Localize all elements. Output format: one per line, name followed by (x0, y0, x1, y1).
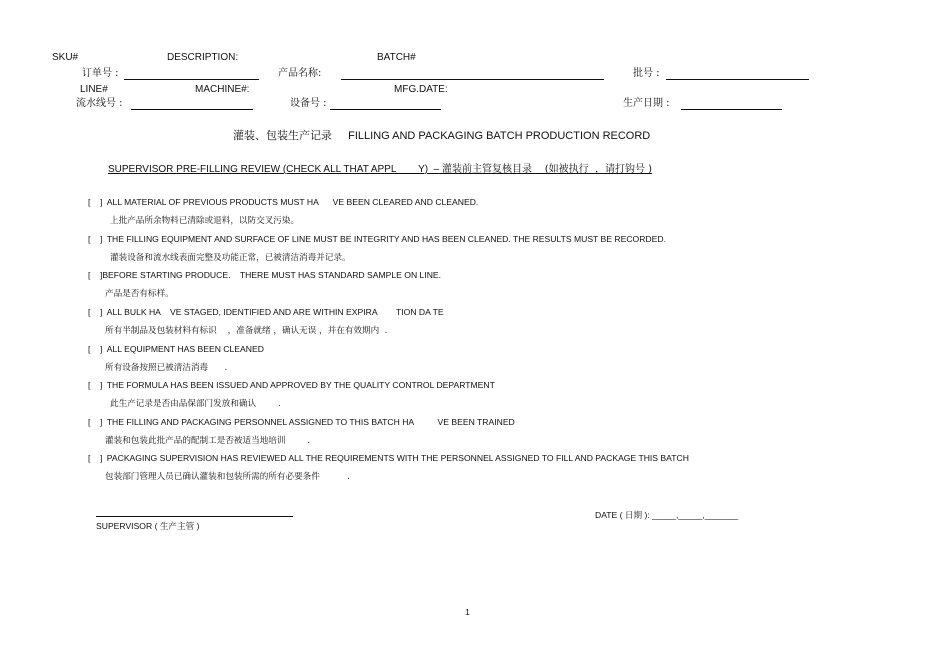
date-line (595, 510, 738, 521)
checkbox[interactable]: [ ] (88, 344, 103, 354)
batch-number-field[interactable] (666, 79, 809, 80)
checklist-item (88, 375, 495, 411)
order-number-label: 订单号 : (82, 68, 119, 79)
checklist-item-zh: 灌装设备和流水线表面完整及功能正常，已被清洁消毒并记录。 (110, 253, 351, 263)
equipment-number-field[interactable] (330, 109, 441, 110)
supervisor-label: SUPERVISOR ( 生产主管 ) (96, 521, 200, 531)
line-number-field[interactable] (131, 109, 253, 110)
mfg-date-label: MFG.DATE: (394, 84, 448, 95)
date-field[interactable]: _____,_____,_______ (652, 510, 739, 520)
checklist-item-en: ALL EQUIPMENT HAS BEEN CLEANED (106, 344, 264, 354)
line-number-label: 流水线号 : (76, 98, 123, 109)
checkbox[interactable]: [ ] (88, 307, 103, 317)
checkbox[interactable]: [ ] (88, 234, 103, 244)
checklist-item-en: BEFORE STARTING PRODUCE. THERE MUST HAS STANDARD SAMPLE ON LINE. (102, 270, 442, 280)
checklist-item-en: THE FILLING EQUIPMENT AND SURFACE OF LINE MUST BE INTEGRITY AND HAS BEEN CLEANED. THE RESULTS MUST BE RECORDED. (106, 234, 666, 244)
description-label: DESCRIPTION: (167, 52, 239, 63)
checklist-item-zh: 此生产记录是否由品保部门发放和确认 . (110, 399, 281, 409)
line-label: LINE# (80, 84, 108, 95)
product-name-label: 产品名称: (278, 68, 322, 79)
supervisor-signature-field[interactable] (96, 516, 293, 517)
document-title (233, 129, 650, 143)
checklist-item (88, 229, 666, 265)
batch-number-label: 批号 : (633, 68, 660, 79)
section-heading-en: SUPERVISOR PRE-FILLING REVIEW (CHECK ALL THAT APPL Y) – (108, 164, 440, 175)
checklist-item-zh: 上批产品所余物料已清除或退料，以防交叉污染。 (110, 216, 300, 226)
production-date-label: 生产日期 : (623, 98, 670, 109)
checklist-item (88, 192, 478, 228)
batch-label: BATCH# (377, 52, 416, 63)
checkbox[interactable]: [ ] (88, 270, 103, 280)
checklist-item (88, 339, 264, 375)
checklist-item-zh: 所有设备按照已被清洁消毒 . (105, 363, 228, 373)
checkbox[interactable]: [ ] (88, 417, 103, 427)
checkbox[interactable]: [ ] (88, 453, 103, 463)
title-en: FILLING AND PACKAGING BATCH PRODUCTION RECORD (348, 130, 651, 142)
checklist-item-zh: 产品是否有标样。 (105, 289, 174, 299)
section-heading (108, 164, 652, 176)
production-date-field[interactable] (681, 109, 782, 110)
sku-label: SKU# (52, 52, 79, 63)
section-heading-zh: 灌装前主管复核目录 (如被执行 ，请打钩号 ) (442, 164, 653, 175)
checkbox[interactable]: [ ] (88, 197, 103, 207)
checklist-item (88, 448, 689, 484)
checklist-item-en: PACKAGING SUPERVISION HAS REVIEWED ALL THE REQUIREMENTS WITH THE PERSONNEL ASSIGNED TO FILL AND PACKAGE THIS BATCH (106, 453, 689, 463)
checklist-item-zh: 灌装和包装此批产品的配制工是否被适当地培训 . (105, 436, 311, 446)
checklist-item-en: THE FILLING AND PACKAGING PERSONNEL ASSIGNED TO THIS BATCH HA VE BEEN TRAINED (106, 417, 515, 427)
checklist-item (88, 302, 444, 338)
page-number: 1 (465, 607, 470, 617)
checklist-item (88, 265, 441, 301)
equipment-number-label: 设备号 : (290, 98, 327, 109)
date-label: DATE ( 日期 ): (595, 510, 650, 520)
checklist-item-zh: 所有半制品及包装材料有标识 ，准备就绪 ，确认无误 ，并在有效期内 . (105, 326, 388, 336)
checklist-item-en: ALL BULK HA VE STAGED, IDENTIFIED AND ARE WITHIN EXPIRA TION DA TE (106, 307, 444, 317)
order-number-field[interactable] (124, 79, 259, 80)
title-zh: 灌装、包装生产记录 (233, 129, 332, 142)
machine-label: MACHINE#: (195, 84, 250, 95)
product-name-field[interactable] (341, 79, 604, 80)
checkbox[interactable]: [ ] (88, 380, 103, 390)
checklist-item-zh: 包装部门管理人员已确认灌装和包装所需的所有必要条件 . (105, 472, 350, 482)
checklist-item-en: THE FORMULA HAS BEEN ISSUED AND APPROVED BY THE QUALITY CONTROL DEPARTMENT (106, 380, 495, 390)
checklist-item-en: ALL MATERIAL OF PREVIOUS PRODUCTS MUST HA VE BEEN CLEARED AND CLEANED. (106, 197, 479, 207)
checklist-item (88, 412, 515, 448)
